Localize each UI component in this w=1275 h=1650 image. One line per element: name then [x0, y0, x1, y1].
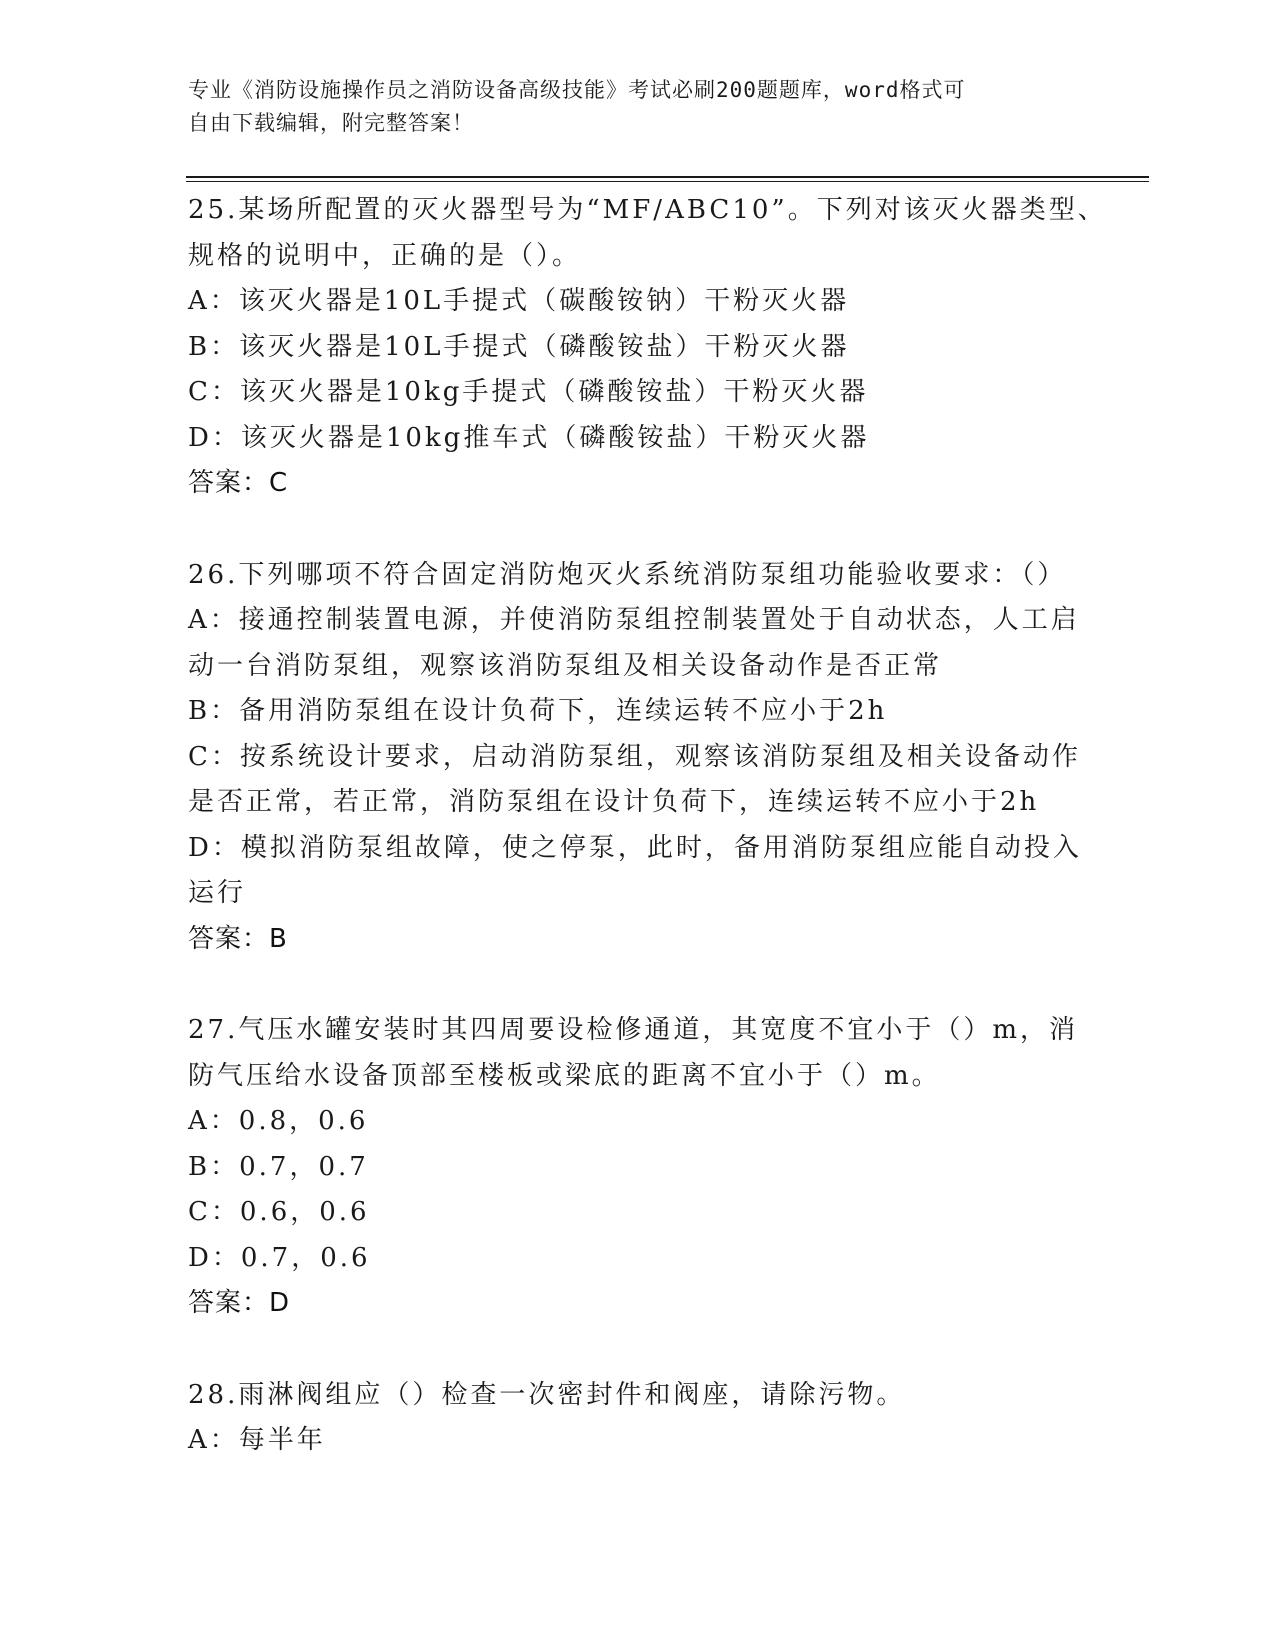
question-stem: 27.气压水罐安装时其四周要设检修通道，其宽度不宜小于（）m，消 — [188, 1015, 1079, 1045]
option-line: C：0.6，0.6 — [188, 1197, 370, 1227]
option-line: D：该灭火器是10kg推车式（磷酸铵盐）干粉灭火器 — [188, 422, 870, 453]
option-line: D：模拟消防泵组故障，使之停泵，此时，备用消防泵组应能自动投入 — [188, 832, 1082, 863]
question-stem: 26.下列哪项不符合固定消防炮灭火系统消防泵组功能验收要求：（） — [188, 559, 1067, 590]
header-divider — [186, 176, 1149, 178]
question-block — [188, 553, 1088, 963]
option-line: C：按系统设计要求，启动消防泵组，观察该消防泵组及相关设备动作 — [188, 741, 1081, 772]
answer-line: 答案：D — [188, 1288, 291, 1318]
option-line: A：0.8，0.6 — [188, 1106, 369, 1136]
question-block — [188, 1373, 1088, 1464]
document-header — [188, 74, 1068, 140]
option-line: A：该灭火器是10L手提式（碳酸铵钠）干粉灭火器 — [188, 286, 850, 316]
question-stem: 28.雨淋阀组应（）检查一次密封件和阀座，请除污物。 — [188, 1379, 906, 1410]
question-list — [188, 188, 1107, 1510]
answer-line: 答案：C — [188, 468, 289, 498]
option-line: A：每半年 — [188, 1425, 326, 1455]
question-block — [188, 1008, 1088, 1327]
option-line: B：该灭火器是10L手提式（磷酸铵盐）干粉灭火器 — [188, 331, 850, 362]
header-line: 专业《消防设施操作员之消防设备高级技能》考试必刷200题题库，word格式可 — [188, 78, 966, 102]
question-block — [188, 188, 1107, 507]
question-stem: 25.某场所配置的灭火器型号为“MF/ABC10”。下列对该灭火器类型、 — [188, 195, 1107, 225]
header-line: 自由下载编辑，附完整答案！ — [188, 111, 474, 135]
option-line: C：该灭火器是10kg手提式（磷酸铵盐）干粉灭火器 — [188, 377, 869, 407]
option-line: B：备用消防泵组在设计负荷下，连续运转不应小于2h — [188, 696, 888, 726]
option-line: A：接通控制装置电源，并使消防泵组控制装置处于自动状态，人工启 — [188, 605, 1080, 635]
option-line: 动一台消防泵组，观察该消防泵组及相关设备动作是否正常 — [188, 650, 943, 681]
option-line: B：0.7，0.7 — [188, 1151, 369, 1182]
option-line: 运行 — [188, 878, 247, 908]
header-divider-thin — [186, 181, 1149, 182]
option-line: D：0.7，0.6 — [188, 1242, 371, 1273]
question-stem: 规格的说明中，正确的是（）。 — [188, 240, 582, 271]
option-line: 是否正常，若正常，消防泵组在设计负荷下，连续运转不应小于2h — [188, 787, 1040, 817]
answer-line: 答案：B — [188, 923, 288, 954]
question-stem: 防气压给水设备顶部至楼板或梁底的距离不宜小于（）m。 — [188, 1060, 941, 1091]
